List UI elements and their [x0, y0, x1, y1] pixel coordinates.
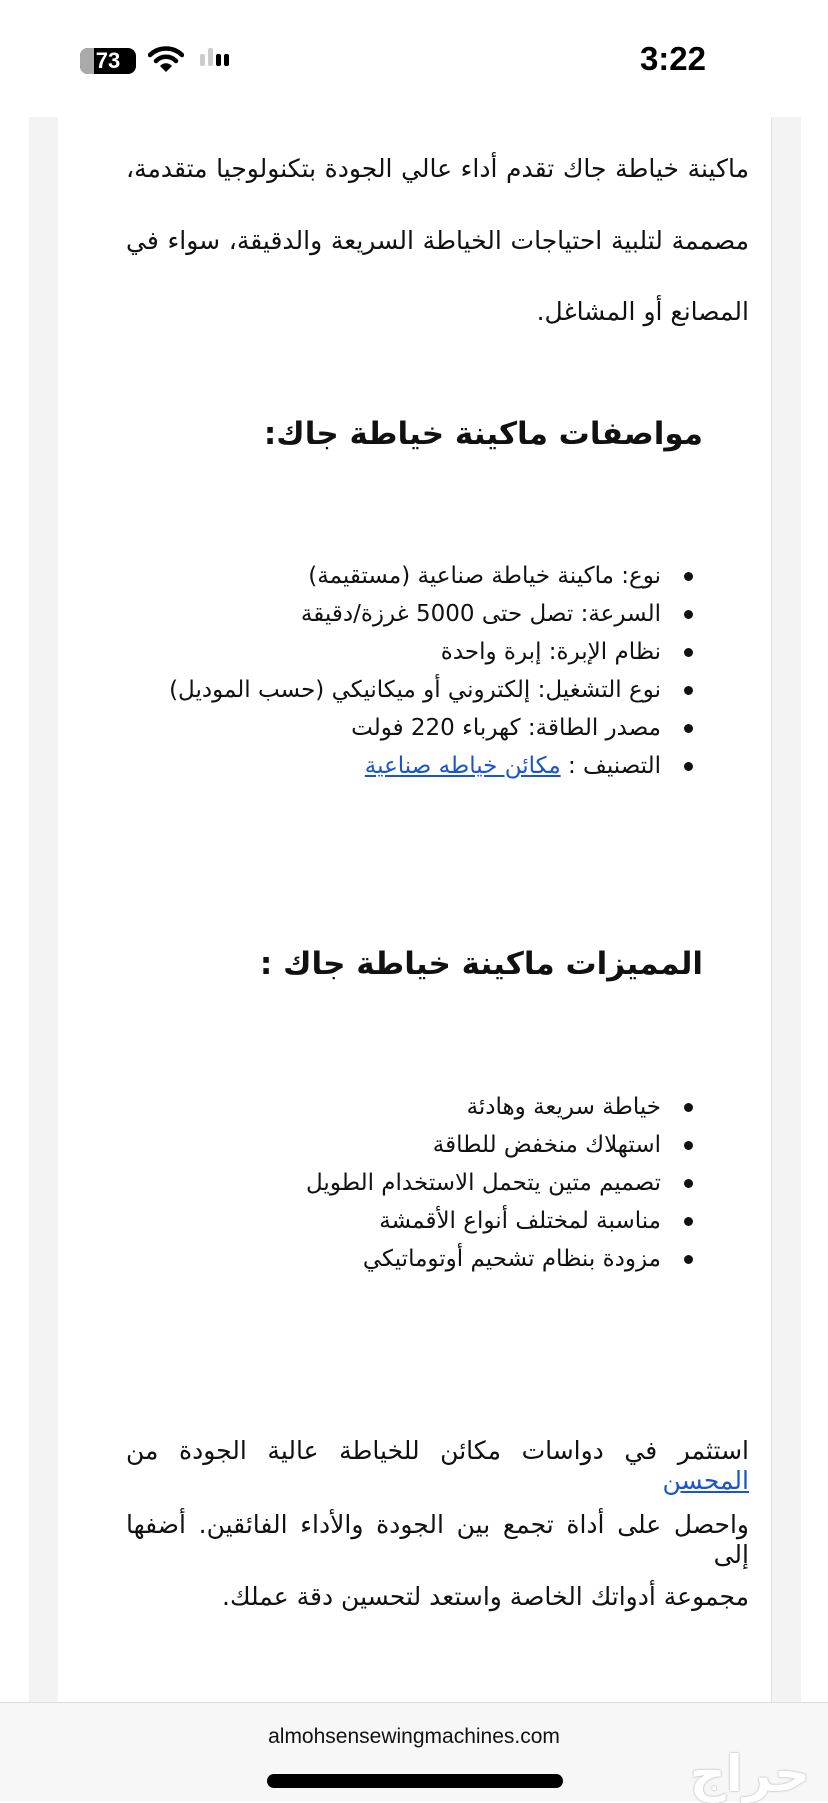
- list-item: السرعة: تصل حتى 5000 غرزة/دقيقة: [169, 595, 693, 633]
- battery-icon: [80, 48, 136, 74]
- cellular-signal-icon: [200, 48, 229, 66]
- list-item: خياطة سريعة وهادئة: [306, 1088, 693, 1126]
- outro-line: [126, 1436, 749, 1496]
- haraj-watermark-logo: حراج: [689, 1745, 810, 1803]
- list-item-category: [169, 747, 693, 785]
- status-bar: [0, 0, 828, 117]
- outro-line: مجموعة أدواتك الخاصة واستعد لتحسين دقة عملك.: [222, 1582, 749, 1611]
- list-item: نوع: ماكينة خياطة صناعية (مستقيمة): [169, 557, 693, 595]
- list-item: استهلاك منخفض للطاقة: [306, 1126, 693, 1164]
- features-list: [306, 1088, 693, 1278]
- list-item: نوع التشغيل: إلكتروني أو ميكانيكي (حسب الموديل): [169, 671, 693, 709]
- address-bar[interactable]: almohsensewingmachines.com: [268, 1725, 560, 1748]
- list-item: نظام الإبرة: إبرة واحدة: [169, 633, 693, 671]
- intro-line: المصانع أو المشاغل.: [536, 297, 749, 326]
- almohsen-link[interactable]: المحسن: [662, 1466, 749, 1495]
- page-margin-left: [29, 117, 59, 1702]
- specs-list: [169, 557, 693, 785]
- list-item: مزودة بنظام تشحيم أوتوماتيكي: [306, 1240, 693, 1278]
- home-indicator[interactable]: [267, 1774, 563, 1788]
- list-item: مناسبة لمختلف أنواع الأقمشة: [306, 1202, 693, 1240]
- category-label: التصنيف :: [560, 753, 661, 779]
- outro-line: واحصل على أداة تجمع بين الجودة والأداء الفائقين. أضفها إلى: [126, 1510, 749, 1569]
- article-content: [58, 117, 771, 1702]
- specs-heading: مواصفات ماكينة خياطة جاك:: [263, 416, 703, 452]
- wifi-icon: [148, 44, 184, 74]
- list-item: مصدر الطاقة: كهرباء 220 فولت: [169, 709, 693, 747]
- category-link[interactable]: مكائن خياطه صناعية: [364, 753, 561, 779]
- clock: 3:22: [639, 40, 706, 77]
- outro-text: استثمر في دواسات مكائن للخياطة عالية الجودة من: [126, 1436, 749, 1465]
- page-margin-right: [771, 117, 801, 1702]
- list-item: تصميم متين يتحمل الاستخدام الطويل: [306, 1164, 693, 1202]
- intro-line: مصممة لتلبية احتياجات الخياطة السريعة والدقيقة، سواء في: [126, 226, 749, 255]
- features-heading: المميزات ماكينة خياطة جاك :: [259, 946, 703, 982]
- browser-bottom-bar: [0, 1702, 828, 1801]
- battery-level: 73: [95, 48, 121, 73]
- intro-line: ماكينة خياطة جاك تقدم أداء عالي الجودة بتكنولوجيا متقدمة،: [126, 154, 749, 183]
